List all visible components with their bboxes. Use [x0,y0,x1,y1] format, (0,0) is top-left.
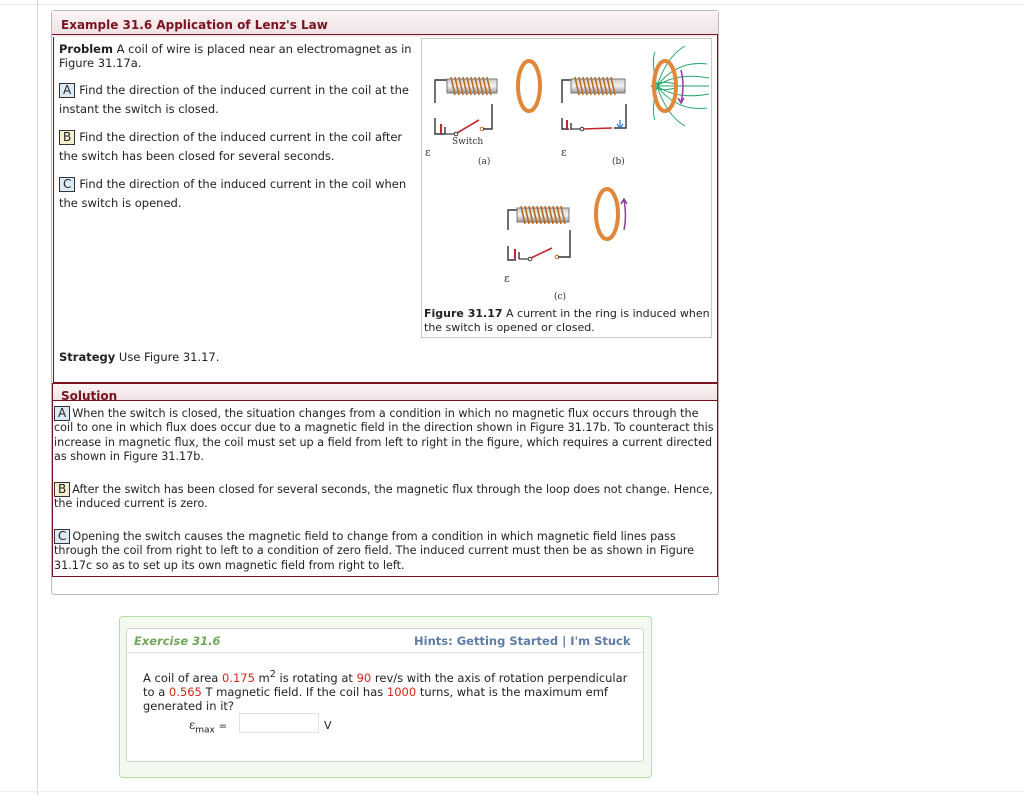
solution-title: Solution [52,383,718,401]
question-c-text: Find the direction of the induced current in the coil when the switch is opened. [59,177,407,210]
bottom-divider [0,791,1024,792]
question-fragment: T magnetic field. If the coil has [201,684,387,699]
emf-subscript: max [195,725,215,736]
solution-c-badge: C [54,529,70,544]
figure-caption-label: Figure 31.17 [424,307,503,320]
area-exponent: 2 [269,669,276,680]
part-c-badge: C [59,177,75,192]
hint-stuck-link[interactable]: I'm Stuck [570,634,631,648]
panel-c-ring [596,189,618,239]
hints-label: Hints: [414,634,453,648]
question-fragment: A coil of area [143,670,222,685]
emf-symbol-b: ε [561,146,567,159]
question-a [59,81,414,119]
panel-c-electromagnet [517,206,569,224]
emf-symbol: ε [189,718,196,732]
solution-b-text: After the switch has been closed for several seconds, the magnetic flux through the loop does not change. Hence, the induced current is zero. [54,483,713,511]
panel-b-label: (b) [612,157,625,167]
question-a-text: Find the direction of the induced current in the coil at the instant the switch is closed. [59,83,410,116]
part-a-badge: A [59,83,75,98]
question-fragment: rev/s with the axis of rotation perpendicular to a [143,670,628,699]
question-c [59,175,414,213]
emf-max-label [189,718,227,735]
strategy-text: Use Figure 31.17. [115,350,220,364]
figure-31-17-illustration [421,38,712,306]
rotation-rate-value: 90 [356,670,372,685]
emf-symbol-a: ε [425,146,431,159]
area-value: 0.175 [221,670,255,685]
hints-bar [414,634,631,648]
emf-unit: V [324,719,332,732]
solution-b-badge: B [54,482,70,497]
part-b-badge: B [59,130,75,145]
question-fragment: m [254,670,270,685]
problem-label: Problem [59,42,113,56]
left-divider [37,0,38,795]
strategy [59,350,219,364]
hint-separator: | [562,634,567,648]
problem-statement [59,42,419,70]
panel-a-ring [518,61,540,111]
emf-answer-input[interactable] [239,713,319,733]
problem-text: A coil of wire is placed near an electromagnet as in Figure 31.17a. [59,42,412,70]
panel-b-field-lines [651,46,709,126]
title-shadow [53,35,716,37]
solution-a-text: When the switch is closed, the situation changes from a condition in which no magnetic flux occurs through the coil to one in which flux does occur due to a magnetic field in the direction shown in Figure 31.17b. To counteract this increase in magnetic flux, the coil must set up a field from left to right in the figure, which requires a current directed as shown in Figure 31.17b. [54,407,714,464]
question-fragment: is rotating at [275,670,357,685]
question-b-text: Find the direction of the induced current in the coil after the switch has been closed for several seconds. [59,130,403,163]
panel-b-electromagnet [571,77,625,95]
solution-c [54,529,716,573]
question-b [59,128,414,166]
panel-c-current-arrow [624,200,626,230]
panel-a-electromagnet [447,77,497,95]
panel-a-label: (a) [478,157,491,167]
turns-value: 1000 [386,684,417,699]
strategy-label: Strategy [59,350,116,364]
top-divider [0,4,1024,5]
panel-c-label: (c) [554,292,567,302]
figure-caption-text: A current in the ring is induced when the switch is opened or closed. [424,307,710,334]
solution-a-badge: A [54,406,70,421]
switch-label: Switch [452,137,484,147]
solution-b [54,482,716,512]
exercise-question [143,668,633,713]
exercise-title: Exercise 31.6 [134,634,221,648]
hint-getting-started-link[interactable]: Getting Started [456,634,559,648]
solution-a [54,406,716,465]
question-fragment: turns, what is the maximum emf generated in it? [143,684,608,713]
solution-c-text: Opening the switch causes the magnetic field to change from a condition in which magnetic field lines pass through the coil from right to left to a condition of zero field. The induced current must then be as shown in Figure 31.17c so as to set up its own magnetic field from right to left. [54,530,695,572]
figure-caption [424,307,710,335]
equals-sign: = [218,721,228,732]
field-value: 0.565 [168,684,202,699]
example-title: Example 31.6 Application of Lenz's Law [52,11,718,35]
emf-symbol-c: ε [504,272,510,285]
